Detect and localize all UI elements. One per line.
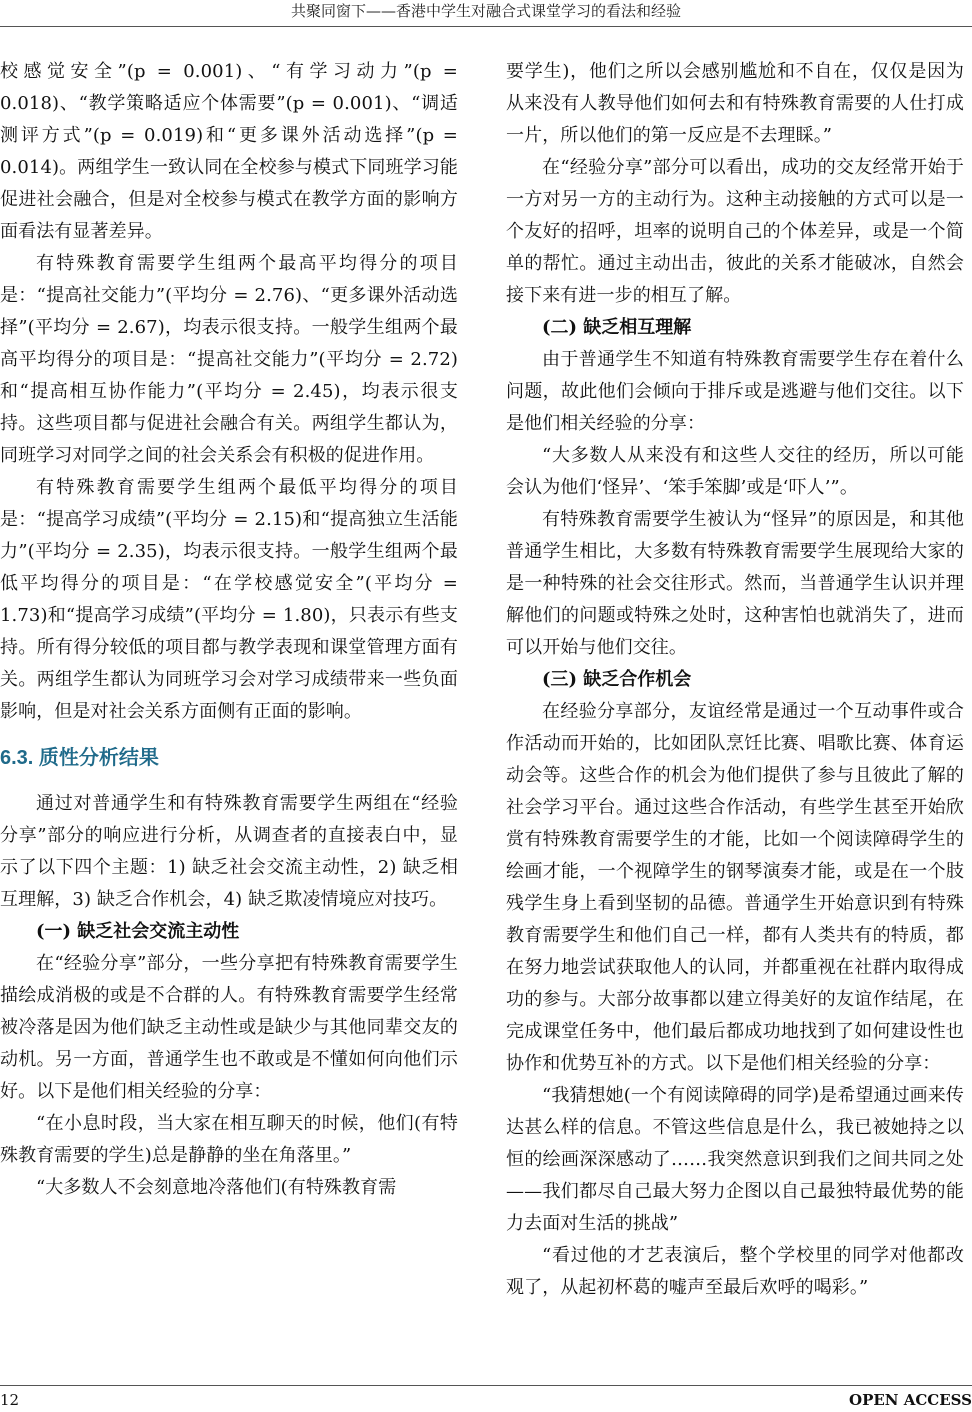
subsection-heading: (二) 缺乏相互理解 <box>542 317 692 338</box>
paragraph: 通过对普通学生和有特殊教育需要学生两组在“经验分享”部分的响应进行分析，从调查者的直接表白中，显示了以下四个主题：1) 缺乏社会交流主动性，2) 缺乏相互理解，3) 缺乏合作机会，4) 缺乏欺凌情境应对技巧。 <box>0 793 458 910</box>
quote: “我猜想她(一个有阅读障碍的同学)是希望通过画来传达甚么样的信息。不管这些信息是什么，我已被她持之以恒的绘画深深感动了……我突然意识到我们之间共同之处——我们都尽自己最大努力企图以自己最独特最优势的能力去面对生活的挑战” <box>506 1085 964 1234</box>
running-header: 共聚同窗下——香港中学生对融合式课堂学习的看法和经验 <box>290 2 681 20</box>
quote: “在小息时段，当大家在相互聊天的时候，他们(有特殊教育需要的学生)总是静静的坐在角落里。” <box>0 1113 458 1166</box>
paragraph: 要学生)，他们之所以会感别尴尬和不自在，仅仅是因为从来没有人教导他们如何去和有特殊教育需要的人仕打成一片，所以他们的第一反应是不去理睬。” <box>506 61 964 146</box>
paragraph: 由于普通学生不知道有特殊教育需要学生存在着什么问题，故此他们会倾向于排斥或是逃避与他们交往。以下是他们相关经验的分享： <box>506 349 964 434</box>
section-heading: 6.3. 质性分析结果 <box>0 747 159 769</box>
page-number: 12 <box>0 1391 20 1409</box>
paragraph: 有特殊教育需要学生组两个最高平均得分的项目是：“提高社交能力”(平均分 = 2.76)、“更多课外活动选择”(平均分 = 2.67)，均表示很支持。一般学生组两个最高平均得分的项目是：“提高社交能力”(平均分 = 2.72)和“提高相互协作能力”(平均分 = 2.45)，均表示很支持。这些项目都与促进社会融合有关。两组学生都认为，同班学习对同学之间的社会关系会有积极的促进作用。 <box>0 253 458 466</box>
quote: “大多数人不会刻意地冷落他们(有特殊教育需 <box>36 1177 397 1198</box>
quote: “大多数人从来没有和这些人交往的经历，所以可能会认为他们‘怪异’、‘笨手笨脚’或是‘吓人’”。 <box>506 445 964 498</box>
paragraph: 在经验分享部分，友谊经常是通过一个互动事件或合作活动而开始的，比如团队烹饪比赛、唱歌比赛、体育运动会等。这些合作的机会为他们提供了参与且彼此了解的社会学习平台。通过这些合作活动，有些学生甚至开始欣赏有特殊教育需要学生的才能，比如一个阅读障碍学生的绘画才能，一个视障学生的钢琴演奏才能，或是在一个肢残学生身上看到坚韧的品德。普通学生开始意识到有特殊教育需要学生和他们自己一样，都有人类共有的特质，都在努力地尝试获取他人的认同，并都重视在社群内取得成功的参与。大部分故事都以建立得美好的友谊作结尾，在完成课堂任务中，他们最后都成功地找到了如何建设性也协作和优势互补的方式。以下是他们相关经验的分享： <box>506 701 964 1074</box>
paragraph: 在“经验分享”部分，一些分享把有特殊教育需要学生描绘成消极的或是不合群的人。有特殊教育需要学生经常被冷落是因为他们缺乏主动性或是缺少与其他同辈交友的动机。另一方面，普通学生也不敢或是不懂如何向他们示好。以下是他们相关经验的分享： <box>0 953 458 1102</box>
right-column <box>506 56 964 1304</box>
quote: “看过他的才艺表演后，整个学校里的同学对他都改观了，从起初杯葛的嘘声至最后欢呼的喝彩。” <box>506 1245 964 1298</box>
paragraph: 校感觉安全”(p = 0.001)、“有学习动力”(p = 0.018)、“教学策略适应个体需要”(p = 0.001)、“调适测评方式”(p = 0.019)和“更多课外活动选择”(p = 0.014)。两组学生一致认同在全校参与模式下同班学习能促进社会融合，但是对全校参与模式在教学方面的影响方面看法有显著差异。 <box>0 61 458 242</box>
footer-rule <box>0 1385 972 1386</box>
subsection-heading: (一) 缺乏社会交流主动性 <box>36 921 240 942</box>
paragraph: 有特殊教育需要学生被认为“怪异”的原因是，和其他普通学生相比，大多数有特殊教育需要学生展现给大家的是一种特殊的社会交往形式。然而，当普通学生认识并理解他们的问题或特殊之处时，这种害怕也就消失了，进而可以开始与他们交往。 <box>506 509 964 658</box>
paragraph: 有特殊教育需要学生组两个最低平均得分的项目是：“提高学习成绩”(平均分 = 2.15)和“提高独立生活能力”(平均分 = 2.35)，均表示很支持。一般学生组两个最低平均得分的项目是：“在学校感觉安全”(平均分 = 1.73)和“提高学习成绩”(平均分 = 1.80)，只表示有些支持。所有得分较低的项目都与教学表现和课堂管理方面有关。两组学生都认为同班学习会对学习成绩带来一些负面影响，但是对社会关系方面侧有正面的影响。 <box>0 477 458 722</box>
subsection-heading: (三) 缺乏合作机会 <box>542 669 692 690</box>
left-column <box>0 56 458 1204</box>
header-rule <box>0 26 972 27</box>
open-access-label: OPEN ACCESS <box>849 1391 972 1409</box>
paragraph: 在“经验分享”部分可以看出，成功的交友经常开始于一方对另一方的主动行为。这种主动接触的方式可以是一个友好的招呼，坦率的说明自己的个体差异，或是一个简单的帮忙。通过主动出击，彼此的关系才能破冰，自然会接下来有进一步的相互了解。 <box>506 157 964 306</box>
